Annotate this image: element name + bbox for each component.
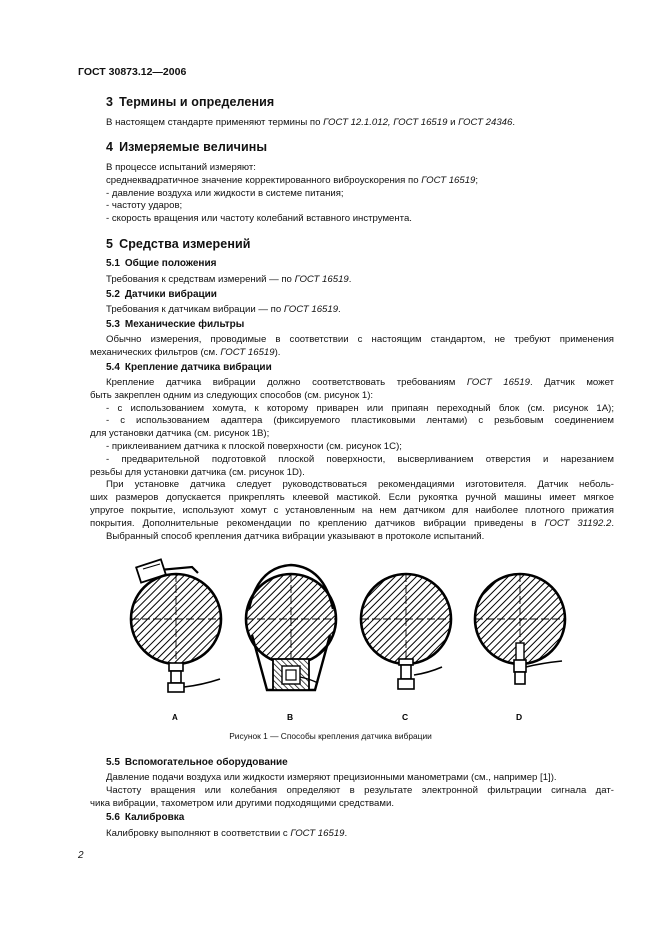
text-line: - приклеиванием датчика к плоской поверхности (см. рисунок 1С); [106, 440, 402, 452]
section-3-heading [106, 95, 274, 109]
reference: ГОСТ 16519 [421, 175, 476, 186]
mount-variant-a [131, 559, 221, 722]
text-run: ; [475, 175, 479, 186]
text-run: . [344, 828, 348, 839]
subsection-title: Механические фильтры [124, 319, 245, 330]
mount-variant-c [361, 574, 451, 722]
text-run: Крепление датчика вибрации должно соответствовать требованиям [106, 377, 467, 388]
subsection-number: 5.6 [106, 812, 120, 823]
subsection-5-2-heading [106, 289, 217, 300]
figure-label-d: D [516, 712, 523, 722]
subsection-number: 5.2 [106, 289, 120, 300]
subsection-number: 5.1 [106, 258, 120, 269]
text-line: для установки датчика (см. рисунок 1В); [90, 428, 270, 440]
subsection-title: Датчики вибрации [124, 289, 217, 300]
paragraph [106, 274, 351, 285]
text-line: - с использованием хомута, к которому приварен или припаян переходный блок (см. рисунок 1А); [106, 402, 614, 414]
text-run: механических фильтров (см. [90, 346, 221, 358]
text-line: - с использованием адаптера (фиксируемого пластиковыми лентами) с резьбовым соединением [106, 415, 614, 427]
subsection-5-6-heading [106, 812, 184, 823]
subsection-title: Калибровка [124, 812, 185, 823]
text-line: Обычно измерения, проводимые в соответствии с настоящим стандартом, не требуют применения [106, 334, 614, 345]
text-run: Требования к датчикам вибрации — по [106, 304, 284, 315]
section-number: 4 [106, 140, 114, 154]
section-title: Средства измерений [119, 237, 251, 251]
text-line: быть закреплен одним из следующих способов (см. рисунок 1): [90, 389, 374, 401]
section-number: 5 [106, 237, 114, 251]
reference: ГОСТ 16519 [220, 346, 275, 358]
document-id: ГОСТ 30873.12—2006 [78, 66, 187, 78]
mount-variant-b [246, 565, 336, 722]
subsection-number: 5.3 [106, 319, 120, 330]
section-3-paragraph [106, 117, 515, 128]
text-line: упругое покрытие, используют хомут с установленным на нем датчиком для наиболее плотного прижатия [90, 504, 614, 516]
text-line [90, 518, 614, 531]
figure-1-mounting-methods [110, 557, 570, 727]
text-run: среднеквадратичное значение корректированного виброускорения по [106, 175, 422, 186]
figure-label-c: C [402, 712, 409, 722]
figure-label-a: A [172, 713, 178, 722]
section-title: Термины и определения [119, 95, 275, 109]
text-run: . [611, 517, 614, 529]
text-line [90, 377, 614, 390]
text-run: ). [274, 346, 281, 358]
text-line: чика вибрации, тахометром или другими подходящими средствами. [90, 797, 394, 809]
subsection-title: Общие положения [124, 258, 217, 269]
subsection-5-4-heading [106, 362, 272, 373]
subsection-5-5-heading [106, 757, 288, 768]
paragraph [90, 772, 614, 810]
text-run: В настоящем стандарте применяют термины по [106, 117, 324, 128]
figure-caption: Рисунок 1 — Способы крепления датчика вибрации [229, 731, 432, 741]
text-line: Частоту вращения или колебания определяют в результате электронной фильтрации сигнала дат- [106, 784, 614, 796]
text-line: резьбы для установки датчика (см. рисунок 1D). [90, 466, 305, 478]
paragraph [90, 334, 614, 360]
subsection-number: 5.4 [106, 362, 120, 373]
text-run: . [512, 117, 516, 128]
reference: ГОСТ 16519 [290, 828, 345, 839]
figure-label-b: B [287, 712, 294, 722]
list-item: - давление воздуха или жидкости в системе питания; [106, 188, 344, 199]
text-run: . Датчик может [529, 377, 614, 388]
subsection-title: Крепление датчика вибрации [124, 362, 272, 373]
text-line: Давление подачи воздуха или жидкости измеряют прецизионными манометрами (см., например [1]). [106, 772, 557, 783]
text-line: ших размеров допускается прикреплять клеевой мастикой. Если рукоятка ручной машины имеет мягкое [90, 492, 614, 504]
paragraph [106, 304, 341, 315]
subsection-number: 5.5 [106, 757, 120, 768]
mount-variant-d [475, 574, 565, 722]
list-item: - частоту ударов; [106, 200, 183, 211]
text-run: . [338, 304, 341, 315]
subsection-5-3-heading [106, 319, 244, 330]
section-title: Измеряемые величины [119, 140, 268, 154]
subsection-title: Вспомогательное оборудование [124, 757, 288, 768]
paragraph [90, 377, 614, 543]
subsection-5-1-heading [106, 258, 216, 269]
section-number: 3 [106, 95, 114, 109]
text-run: Требования к средствам измерений — по [106, 274, 295, 285]
text-line [90, 347, 614, 360]
reference: ГОСТ 12.1.012, ГОСТ 16519 [323, 117, 448, 128]
reference: ГОСТ 16519 [294, 274, 349, 285]
text-line: - предварительной подготовкой плоской поверхности, высверливанием отверстия и нарезанием [106, 453, 614, 465]
reference: ГОСТ 24346 [458, 117, 513, 128]
text-line: При установке датчика следует руководствоваться рекомендациями изготовителя. Датчик неболь- [106, 479, 614, 491]
list-item [106, 175, 478, 186]
text-run: . [348, 274, 352, 285]
section-4-intro: В процессе испытаний измеряют: [106, 162, 256, 173]
page-number: 2 [78, 850, 84, 861]
reference: ГОСТ 16519 [466, 377, 530, 388]
text-run: и [447, 117, 459, 128]
list-item: - скорость вращения или частоту колебаний вставного инструмента. [106, 213, 412, 224]
text-line: Выбранный способ крепления датчика вибрации указывают в протоколе испытаний. [106, 530, 485, 542]
text-run: Калибровку выполняют в соответствии с [106, 828, 291, 839]
reference: ГОСТ 31192.2 [544, 517, 612, 529]
text-run: покрытия. Дополнительные рекомендации по креплению датчиков вибрации приведены в [90, 517, 545, 529]
section-4-heading [106, 140, 267, 154]
section-5-heading [106, 237, 251, 251]
paragraph [106, 828, 347, 839]
reference: ГОСТ 16519 [283, 304, 339, 315]
